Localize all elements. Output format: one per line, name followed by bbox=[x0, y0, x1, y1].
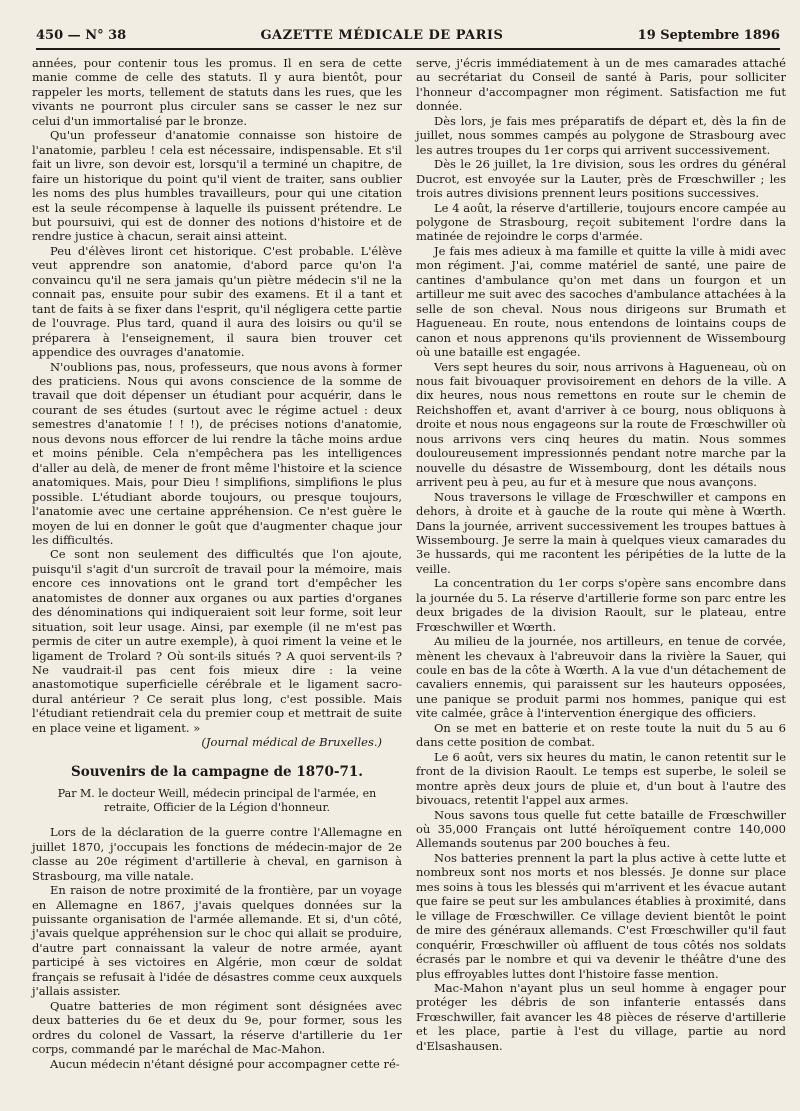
article-byline: Par M. le docteur Weill, médecin principal de l'armée, en retraite, Officier de la Légion d'honneur. bbox=[57, 786, 377, 815]
paragraph: La concentration du 1er corps s'opère sans encombre dans la journée du 5. La réserve d'artillerie forme son parc entre les deux brigades de la division Raoult, sur le plateau, entre Frœschwiller et Wœrth. bbox=[416, 576, 786, 634]
paragraph: Mac-Mahon n'ayant plus un seul homme à engager pour protéger les débris de son infanterie entassés dans Frœschwiller, fait avancer les 48 pièces de réserve d'artillerie et les place, partie à l'est du village, partie au nord d'Elsashausen. bbox=[416, 981, 786, 1053]
paragraph: Quatre batteries de mon régiment sont désignées avec deux batteries du 6e et deux du 9e, pour former, sous les ordres du colonel de Vassart, la réserve d'artillerie du 1er corps, commandé par le maréchal de Mac-Mahon. bbox=[32, 998, 402, 1057]
text-columns bbox=[22, 50, 786, 1071]
paragraph: Nous savons tous quelle fut cette bataille de Frœschwiller où 35,000 Français ont lutté héroïquement contre 140,000 Allemands soutenus par 200 bouches à feu. bbox=[416, 807, 786, 851]
paragraph: Aucun médecin n'étant désigné pour accompagner cette ré- bbox=[50, 1056, 400, 1071]
paragraph: Peu d'élèves liront cet historique. C'est probable. L'élève veut apprendre son anatomie, d'abord parce qu'on l'a convaincu qu'il ne sera jamais qu'un piètre médecin s'il ne la connait pas, ensuite pour subir des examens. Et il a tant et tant de faits à se fixer dans l'esprit, qu'il négligera cette partie de l'ouvrage. Plus tard, quand il aura des loisirs ou qu'il se préparera à l'enseignement, il saura bien trouver cet appendice des ouvrages d'anatomie. bbox=[32, 243, 402, 360]
paragraph: Dès lors, je fais mes préparatifs de départ et, dès la fin de juillet, nous sommes campés au polygone de Strasbourg avec les autres troupes du 1er corps qui arrivent successivement. bbox=[416, 113, 786, 157]
issue-date: 19 Septembre 1896 bbox=[637, 28, 780, 43]
paragraph: Le 6 août, vers six heures du matin, le canon retentit sur le front de la division Raoult. Le temps est superbe, le soleil se montre après deux jours de pluie et, d'un bout à l'autre des bivouacs, retentit l'appel aux armes. bbox=[416, 749, 786, 808]
paragraph: Le 4 août, la réserve d'artillerie, toujours encore campée au polygone de Strasbourg, reçoit subitement l'ordre dans la matinée de rejoindre le corps d'armée. bbox=[416, 200, 786, 244]
source-citation: (Journal médical de Bruxelles.) bbox=[201, 735, 382, 750]
paragraph: Ce sont non seulement des difficultés que l'on ajoute, puisqu'il s'agit d'un surcroît de travail pour la mémoire, mais encore ces innovations ont le grand tort d'empêcher les anatomistes de donner aux organes ou aux parties d'organes des dénominations qui indiqueraient soit leur forme, soit leur situation, soit leur usage. Ainsi, par exemple (il ne m'est pas permis de citer un autre exemple), à quoi riment la veine et le ligament de Trolard ? Où sont-ils situés ? A quoi servent-ils ? Ne vaudrait-il pas cent fois mieux dire : la veine anastomotique superficielle cérébrale et le ligament sacro-dural antérieur ? Ce serait plus long, c'est possible. Mais l'étudiant retiendrait cela du premier coup et mettrait de suite en place veine et ligament. » bbox=[32, 547, 402, 735]
journal-title: GAZETTE MÉDICALE DE PARIS bbox=[260, 28, 504, 43]
paragraph: Dès le 26 juillet, la 1re division, sous les ordres du général Ducrot, est envoyée sur la Lauter, près de Frœschwiller ; les trois autres divisions prennent leurs positions successives. bbox=[416, 157, 786, 201]
paragraph: Nos batteries prennent la part la plus active à cette lutte et nombreux sont nos morts et nos blessés. Je donne sur place mes soins à tous les blessés qui m'arrivent et les évacue autant que faire se peut sur les ambulances établies à proximité, dans le village de Frœschwiller. Ce village devient bientôt le point de mire des généraux allemands. C'est Frœschwiller qu'il faut conquérir, Frœschwiller où affluent de tous côtés nos soldats écrasés par le nombre et qui va devenir le théâtre d'une des plus effroyables luttes dont l'histoire fasse mention. bbox=[416, 850, 786, 981]
paragraph: serve, j'écris immédiatement à un de mes camarades attaché au secrétariat du Conseil de santé à Paris, pour solliciter l'honneur d'accompagner mon régiment. Satisfaction me fut donnée. bbox=[416, 56, 786, 114]
paragraph: Qu'un professeur d'anatomie connaisse son histoire de l'anatomie, parbleu ! cela est nécessaire, indispensable. Et s'il fait un livre, son devoir est, lorsqu'il a terminé un chapitre, de faire un historique du point qu'il vient de traiter, sans oublier les noms des plus humbles travailleurs, pour qui une citation est la seule récompense à laquelle ils puissent prétendre. Le but poursuivi, qui est de donner des notions d'histoire et de rendre justice à chacun, serait ainsi atteint. bbox=[32, 128, 402, 244]
paragraph: En raison de notre proximité de la frontière, par un voyage en Allemagne en 1867, j'avais quelques données sur la puissante organisation de l'armée allemande. Et si, d'un côté, j'avais quelque appréhension sur le choc qui allait se produire, d'autre part connaissant la valeur de notre armée, ayant participé à ses victoires en Algérie, mon cœur de soldat français se refusait à l'idée de désastres comme ceux auxquels j'allais assister. bbox=[32, 883, 402, 999]
page-number: 450 — N° 38 bbox=[36, 28, 127, 43]
article-title: Souvenirs de la campagne de 1870-71. bbox=[70, 763, 364, 780]
left-column bbox=[32, 56, 402, 1071]
paragraph: Vers sept heures du soir, nous arrivons à Hagueneau, où on nous fait bivouaquer provisoirement en dehors de la ville. A dix heures, nous nous remettons en route sur le chemin de Reichshoffen et, avant d'arriver à ce bourg, nous obliquons à droite et nous nous engageons sur la route de Frœschwiller où nous arrivons vers cinq heures du matin. Nous sommes douloureusement impressionnés pendant notre marche par la nouvelle du désastre de Wissembourg, dont les détails nous arrivent peu à peu, au fur et à mesure que nous avançons. bbox=[416, 359, 786, 490]
paragraph: années, pour contenir tous les promus. Il en sera de cette manie comme de celle des statuts. Il y aura bientôt, pour rappeler les morts, tellement de statuts dans les rues, que les vivants ne pourront plus circuler sans se casser le nez sur celui d'un immortalisé par le bronze. bbox=[32, 56, 402, 128]
paragraph: Lors de la déclaration de la guerre contre l'Allemagne en juillet 1870, j'occupais les fonctions de médecin-major de 2e classe au 20e régiment d'artillerie à cheval, en garnison à Strasbourg, ma ville natale. bbox=[32, 825, 402, 883]
paragraph: N'oublions pas, nous, professeurs, que nous avons à former des praticiens. Nous qui avons conscience de la somme de travail que doit dépenser un étudiant pour acquérir, dans le courant de ses études (surtout avec le régime actuel : deux semestres d'anatomie ! ! !), de précises notions d'anatomie, nous devons nous efforcer de lui rendre la tâche moins ardue et moins pénible. Cela n'empêchera pas les intelligences d'aller au delà, de mener de front même l'histoire et la science anatomiques. Mais, pour Dieu ! simplifions, simplifions le plus possible. L'étudiant aborde toujours, ou presque toujours, l'anatomie avec une certaine appréhension. Ce n'est guère le moyen de lui en donner le goût que d'augmenter chaque jour les difficultés. bbox=[32, 359, 402, 547]
paragraph: On se met en batterie et on reste toute la nuit du 5 au 6 dans cette position de combat. bbox=[416, 720, 786, 750]
paragraph: Au milieu de la journée, nos artilleurs, en tenue de corvée, mènent les chevaux à l'abreuvoir dans la rivière la Sauer, qui coule en bas de la côte à Wœrth. A la vue d'un détachement de cavaliers ennemis, qui paraissent sur les hauteurs opposées, une panique se produit parmi nos hommes, panique qui est vite calmée, grâce à l'intervention énergique des officiers. bbox=[416, 634, 786, 721]
page-header bbox=[22, 28, 786, 48]
right-column bbox=[416, 56, 786, 1071]
paragraph: Nous traversons le village de Frœschwiller et campons en dehors, à droite et à gauche de la route qui mène à Wœrth. Dans la journée, arrivent successivement les troupes battues à Wissembourg. Je serre la main à quelques vieux camarades du 3e hussards, qui me racontent les péripéties de la lutte de la veille. bbox=[416, 489, 786, 576]
paragraph: Je fais mes adieux à ma famille et quitte la ville à midi avec mon régiment. J'ai, comme matériel de santé, une paire de cantines d'ambulance qu'on met dans un fourgon et un artilleur me suit avec des sacoches d'ambulance attachées à la selle de son cheval. Nous nous dirigeons sur Brumath et Hagueneau. En route, nous entendons de lointains coups de canon et nous apprenons qu'ils proviennent de Wissembourg où une bataille est engagée. bbox=[416, 243, 786, 360]
